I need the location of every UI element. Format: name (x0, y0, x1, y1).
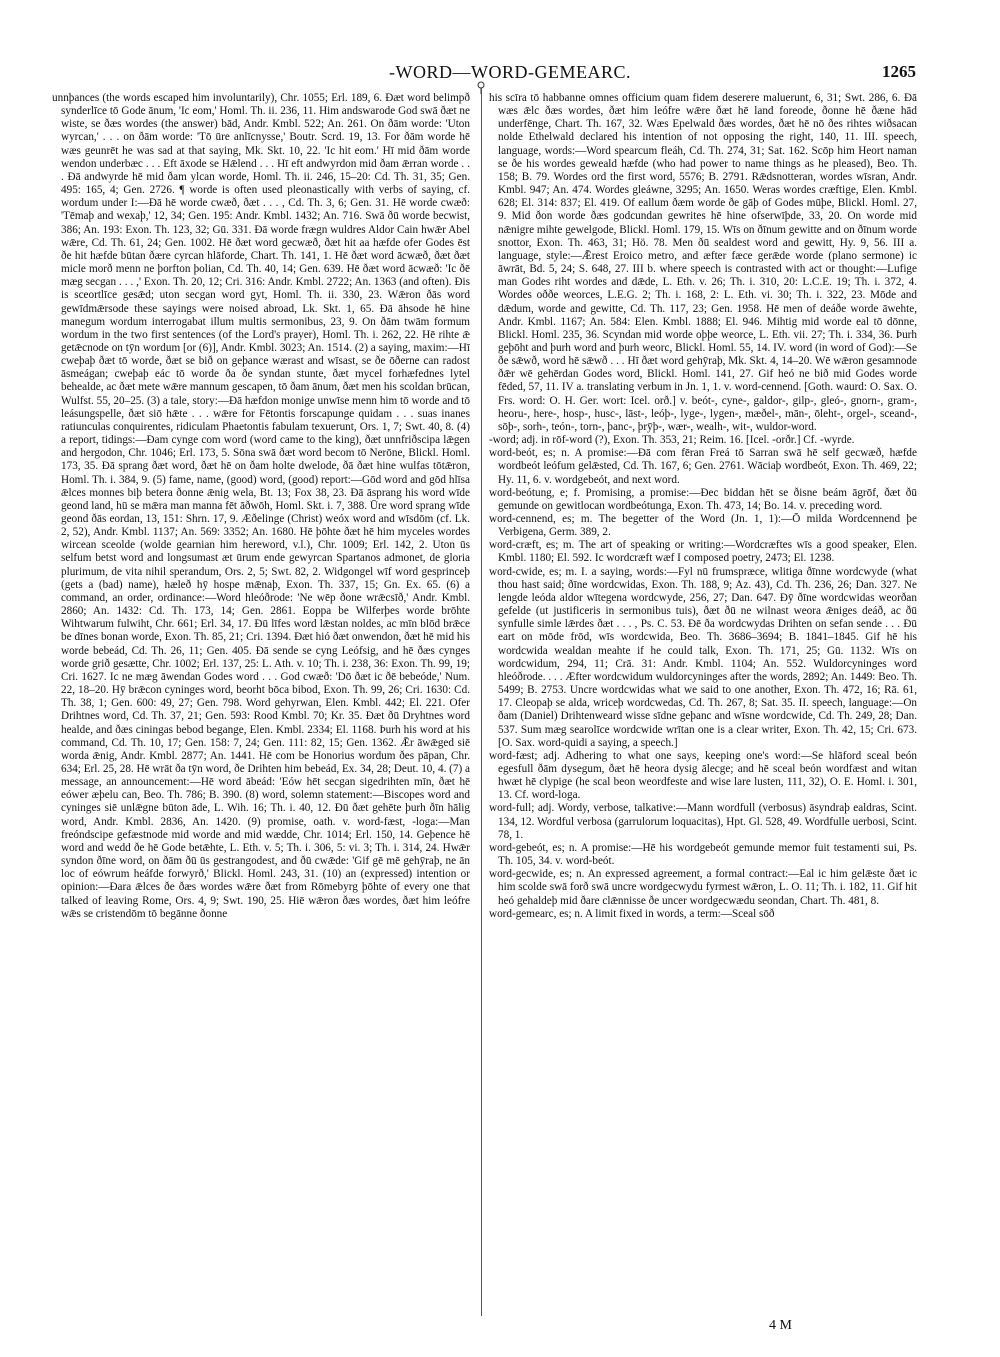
column-divider (481, 88, 482, 1316)
page-number: 1265 (882, 62, 916, 81)
running-title: -WORD—WORD-GEMEARC. (389, 62, 631, 82)
right-column (489, 92, 917, 1314)
entry-word-faest: word-fæst; adj. Adhering to what one says, keeping one's word:—Se hlāford sceal beón egesfull ðām dysegum, ðæt hē heora dysig ālecge; and hē sceal beón wordfæst and witan hwæt hē clypige (he scal beon weordfeste and wise lare lusten, 111, 32), O. E. Homl. i. 301, 13. Cf. word-loga. (489, 749, 917, 802)
running-head (0, 62, 1000, 86)
entry-word-adj: -word; adj. in rōf-word (?), Exon. Th. 353, 21; Reim. 16. [Icel. -orðr.] Cf. -wyrde. (489, 434, 855, 447)
entry-word-cennend: word-cennend, es; m. The begetter of the Word (Jn. 1, 1):—Ō milda Wordcennend þe Verbigena, Germ. 389, 2. (489, 513, 917, 539)
signature-mark: 4 M (769, 1318, 792, 1333)
entry-word-gecwide: word-gecwide, es; n. An expressed agreement, a formal contract:—Eal ic him gelǣste ðæt ic him scolde swā forð swā uncre wordgecwydu fyrmest wǣron, L. O. 11; Th. i. 182, 11. Gif hit heó gehaldeþ mid ðare clǣnnisse ðe uncer wordgecwædu seondan, Chart. Th. 481, 8. (489, 868, 917, 907)
entry-word-beot: word-beót, es; n. A promise:—Ðā com fēran Freá tō Sarran swā hē self gecwæð, hæfde wordbeót leófum gelǣsted, Cd. Th. 167, 6; Gen. 2761. Wāciaþ wordbeót, Exon. Th. 469, 22; Hy. 11, 6. v. wordgebeót, and next word. (489, 447, 917, 486)
right-column-intro: his scīra tō habbanne omnes officium quam fidem deserere maluerunt, 6, 31; Swt. 286, 6. Ðā wæs ǣlc ðæs wordes, ðæt him leófre wǣre ðæt hē land foreode, ðonne hē ðæne hād underfēnge, Chart. Th. 167, 32. Wæs Epelwald ðæs wordes, ðæt hē nō ðes rihtes wiðsacan nolde Ethelwald declared his intention of not opposing the right, 140, 11. III. speech, language, words:—Word spearcum fleáh, Cd. Th. 274, 31; Sat. 162. Scōp him Heort naman se ðe his wordes geweald hæfde (who had power to name things as he pleased), Beo. Th. 158; B. 79. Wordes ord the first word, 5576; B. 2791. Rǣdsnotteran, wordes wīsran, Andr. Kmbl. 947; An. 474. Wordes gleáwne, 3295; An. 1650. Weras wordes cræftige, Elen. Kmbl. 628; El. 314: 837; El. 419. Of eallum ðæm worde ðe gāþ of Godes mūþe, Blickl. Homl. 27, 9. Mid ðon worde ðæs godcundan gewrites hē hine ofserwīþde, 33, 20. On worde mid nǣnigre mihte gewelgode, Blickl. Homl. 179, 15. Wīs on ðīnum gewitte and on ðīnum worde snottor, Exon. Th. 463, 31; Hö. 78. Men ðū sealdest word and gewitt, Hy. 9, 56. III a. language, style:—Ǣrest Eroico metro, and æfter fæce gerǣde worde (plano sermone) ic āwrāt, Bd. 5, 24; S. 648, 27. III b. where speech is contrasted with act or thought:—Lufige man Godes riht wordes and dǣde, L. Eth. v. 26; Th. i. 310, 20: L.C.E. 19; Th. i. 372, 4. Wordes oððe weorces, L.E.G. 2; Th. i. 168, 2: L. Eth. vi. 30; Th. i. 322, 23. Mōde and dǣdum, worde and gewitte, Cd. Th. 117, 23; Gen. 1958. Hē men of deáðe worde āwehte, Andr. Kmbl. 1167; An. 584: Elen. Kmbl. 1888; El. 946. Mihtig mid worde eal tō dōnne, Blickl. Homl. 235, 36. Scyndan mid worde oþþe weorce, L. Eth. vii. 27; Th. i. 334, 36. Þurh geþōht and þurh word and þurh weorc, Blickl. Homl. 55, 14. IV. word (in word of God):—Se ðe sǣwð, word hē sǣwð . . . Hī ðæt word gehȳraþ, Mk. Skt. 4, 14–20. Wē wǣron gesamnode ðǣr wē gehērdan Godes word, Blickl. Homl. 141, 27. Gif heó ne bið mid Godes worde fēded, 57, 11. IV a. translating verbum in Jn. 1, 1. v. word-cennend. [Goth. waurd: O. Sax. O. Frs. word: O. H. Ger. wort: Icel. orð.] v. beót-, cyne-, galdor-, gilp-, gleó-, gnorn-, gram-, heoru-, here-, hosp-, husc-, lāst-, leóþ-, lyge-, lygen-, mæðel-, mān-, ōleht-, orgel-, sceand-, sōþ-, sorh-, teón-, torn-, þanc-, þrȳþ-, wær-, wealh-, wit-, wuldor-word. (489, 92, 917, 433)
entry-word-beotung: word-beótung, e; f. Promising, a promise:—Ðec biddan hēt se ðisne beám āgrōf, ðæt ðū gemunde on gewitlocan wordbeótunga, Exon. Th. 473, 14; Bo. 14. v. preceding word. (489, 486, 917, 512)
entry-word-gebeot: word-gebeót, es; n. A promise:—Hē his wordgebeót gemunde memor fuit testamenti sui, Ps. Th. 105, 34. v. word-beót. (489, 841, 917, 868)
entry-word-craeft: word-cræft, es; m. The art of speaking or writing:—Wordcræftes wīs a good speaker, Elen. Kmbl. 1180; El. 592. Ic wordcræft wæf I composed poetry, 2473; El. 1238. (489, 539, 917, 565)
left-column (52, 92, 470, 1314)
entry-word-cwide: word-cwide, es; m. I. a saying, words:—Fyl nū frumspræce, wlitiga ðīnne wordcwyde (what thou hast said; ðīne wordcwidas, Exon. Th. 188, 9; Az. 43), Cd. Th. 236, 26; Dan. 327. Ne lengde leóda aldor wītegena wordcwyde, 256, 27; Dan. 647. Ðȳ ðīne wordcwidas weorðan gefelde (ut justificeris in sermonibus tuis), ðæt ðū ne wilnast weora ǣniges deáð, ac ðū synfulle simle lǣrdes ðæt . . . , Ps. C. 53. Ðē ða wordcwydas Drihten on sefan sende . . . Ðū eart on mōde frōd, wīs wordcwida, Beo. Th. 3686–3694; B. 1841–1845. Gif hē his wordcwida wealdan meahte if he could talk, Exon. Th. 171, 25; Gū. 1132. Wīs on wordcwidum, 294, 11; Crā. 31: Andr. Kmbl. 1104; An. 552. Wuldorcyninges word hleóðrode. . . . Æfter wordcwidum wuldorcyninges after the words, 2892; An. 1449: Beo. Th. 5499; B. 2753. Uncre wordcwidas what we said to one another, Exon. Th. 472, 16; Rā. 61, 17. Cleopaþ se alda, wriceþ wordcwedas, Cd. Th. 267, 8; Sat. 35. II. speech, language:—On ðam (Daniel) Drihtenweard wisse sīdne geþanc and wīsne wordcwide, Cd. Th. 249, 28; Dan. 537. Sum mæg searolīce wordcwide wrītan one is a clear writer, Exon. Th. 42, 15; Cri. 673. [O. Sax. word-quidi a saying, a speech.] (489, 565, 917, 749)
entry-word-gemearc: word-gemearc, es; n. A limit fixed in words, a term:—Sceal sōð (489, 907, 775, 920)
left-column-text: unnþances (the words escaped him involuntarily), Chr. 1055; Erl. 189, 6. Ðæt word belimpð synderlīce tō Gode ānum, 'Ic eom,' Homl. Th. ii. 236, 11. Him andswarode God swā ðæt ne wiste, se ðæs wordes (the answer) bād, Andr. Kmbl. 522; An. 261. On ðām worde: 'Uton wyrcan,' . . . on ðām worde: 'Tō ūre anlīcnysse,' Boutr. Scrd. 19, 13. For ðām worde hē wæs geunrēt he was sad at that saying, Mk. Skt. 10, 22. 'Ic hit eom.' Hī mid ðām worde wendon underbæc . . . Eft āxode se Hǣlend . . . Hī eft andwyrdon mid ðam ǣrran worde . . . Ðā andwyrde hē mid ðam ylcan worde, Homl. Th. ii. 246, 15–20: Cd. Th. 31, 35; Gen. 495: 165, 4; Gen. 2726. ¶ worde is often used pleonastically with verbs of saying, cf. wordum under I:—Ðā hē worde cwæð, ðæt . . . , Cd. Th. 3, 6; Gen. 31. Hē worde cwæð: 'Tēmaþ and wexaþ,' 12, 34; Gen. 195: Andr. Kmbl. 1432; An. 716. Swā ðū worde becwist, 386; An. 193: Exon. Th. 123, 32; Gū. 331. Ðā worde frægn wuldres Aldor Cain hwǣr Abel wǣre, Cd. Th. 61, 24; Gen. 1002. Hē ðæt word gecwæð, ðæt hit aa hæfde ofer Godes ēst ðe hit hæfde būtan ðære cyrcan hlāforde, Chart. Th. 141, 1. Hē ðæt word ācwæð, ðæt ðæt micle morð menn ne þorfton þolian, Cd. Th. 40, 14; Gen. 639. Hē ðæt word ācwæð: 'Ic ðē mæg secgan . . . ,' Exon. Th. 20, 12; Cri. 316: Andr. Kmbl. 2722; An. 1363 (and often). Ðis is sceortlīce gesǣd; uton secgan word gyt, Homl. Th. ii. 330, 23. Wǣron ðās word gewīdmǣrsode these sayings were noised abroad, Lk. Skt. 1, 65. Ðā āhsode hē hine manegum wordum interrogabat illum multis sermonibus, 23, 9. On ðām twām formum wordum in the two first sentences (of the Lord's prayer), Homl. Th. i. 262, 22. Hē rihte ǣ getǣcnode on tȳn wordum [or (6)], Andr. Kmbl. 3023; An. 1514. (2) a saying, maxim:—Hī cweþaþ ðæt tō worde, ðæt se bið on geþance wærast and wīsast, se ðe ōðerne can radost āsmeágan; cweþaþ eác tō worde ða ðe syndan stunte, ðæt mycel forhæfednes lytel behealde, ac ðæt mete wǣre mannum gescapen, tō ðam ānum, ðæt men his scoldan brūcan, Wulfst. 55, 20–25. (3) a tale, story:—Ðā hæfdon monige unwīse menn him tō worde and tō leásungspelle, ðæt siō hǣte . . . wǣre for Fētontis forscapunge quidam . . . suas inanes ratiunculas conquirentes, ridiculam Phaetontis fabulam texuerunt, Ors. 1, 7; Swt. 40, 8. (4) a report, tidings:—Ðam cynge com word (word came to the king), ðæt unnfriðscipa lǣgen and hergodon, Chr. 1046; Erl. 173, 5. Sōna swā ðæt word becom tō Nerōne, Blickl. Homl. 173, 35. Ðā sprang ðæt word, ðæt hē on ðam holte dwelode, ðā ðæt hine wulfas tōtǣron, Homl. Th. i. 384, 9. (5) fame, name, (good) word, (good) report:—Gōd word and gōd hlīsa ǣlces monnes biþ betera ðonne ǣnig wela, Bt. 13; Fox 38, 23. Ðā āsprang his word wīde geond land, hū se mǣra man manna fēt āðwōh, Homl. Skt. i. 7, 388. Ūre word sprang wīde geond ðās eordan, 13, 151: Shrn. 17, 9. Æðelinge (Christ) weóx word and wīsdōm (cf. Lk. 2, 52), Andr. Kmbl. 1137; An. 569: 3352; An. 1680. Hē þōhte ðæt hē him myceles wordes wircean sceolde (wolde gearnian him hereword, v.l.), Chr. 1009; Erl. 142, 2. Uton ūs selfum betst word and longsumast æt ūrum ende gewyrcan Spartanos admonet, de gloria plurimum, de vita nihil sperandum, Ors. 2, 5; Swt. 82, 2. Widgongel wīf word gesprinceþ (gets a (bad) name), hæleð hȳ hospe mǣnaþ, Exon. Th. 337, 15; Gn. Ex. 65. (6) a command, an order, ordinance:—Word hleóðrode: 'Ne wēp ðone wrǣcsīð,' Andr. Kmbl. 2860; An. 1432: Cd. Th. 173, 14; Gen. 2861. Eoppa be Wilferþes worde brōhte Wihtwarum fulwiht, Chr. 661; Erl. 34, 17. Ðū līfes word lǣstan noldes, ac mīn blōd brǣce be dīnes bonan worde, Exon. Th. 85, 21; Cri. 1394. Ðæt hió ðæt onwendon, ðæt hē mid his worde bebeád, Cd. Th. 26, 11; Gen. 405. Ðā sende se cyng Leófsig, and hē ðæs cynges worde grið gesætte, Chr. 1002; Erl. 137, 25: L. Ath. v. 10; Th. i. 238, 36: Exon. Th. 99, 19; Cri. 1627. Ic ne mæg āwendan Godes word . . . God cwæð: 'Dō ðæt ic ðē bebeóde,' Num. 22, 18–20. Hȳ brǣcon cyninges word, beorht bōca bibod, Exon. Th. 99, 26; Cri. 1630: Cd. Th. 38, 1; Gen. 600: 49, 27; Gen. 798. Word gehyrwan, Elen. Kmbl. 442; El. 221. Ofer Drihtnes word, Cd. Th. 37, 21; Gen. 593: Rood Kmbl. 70; Kr. 35. Ðæt ðū Dryhtnes word healde, and ðæs ciningas bebod begange, Elen. Kmbl. 2334; El. 1168. Þurh his word at his command, Cd. Th. 10, 17; Gen. 158: 7, 24; Gen. 111: 82, 15; Gen. 1362. Ǣr āwǣged siē worda ǣnig, Andr. Kmbl. 2877; An. 1441. Hē com be Honorius wordum ðes pāpan, Chr. 634; Erl. 25, 28. Hē wrāt ða tȳn word, ðe Drihten him bebeád, Ex. 34, 28; Deut. 10, 4. (7) a message, an announcement:—Hē word ābeád: 'Eów hēt secgan sigedrihten mīn, ðæt hē eówer æþelu can, Beo. Th. 786; B. 390. (8) word, solemn statement:—Biscopes word and cyninges siē unlǣgne būton āde, L. Wih. 16; Th. i. 40, 12. Ðū ðæt gehēte þurh ðīn hālig word, Andr. Kmbl. 2836, An. 1420. (9) promise, oath. v. word-fæst, -loga:—Man freóndscipe gefæstnode mid worde and mid wædde, Chr. 1014; Erl. 150, 14. Geþence hē word and wedd ðe hē Gode betǣhte, L. Eth. v. 5; Th. i. 306, 5: vi. 3; Th. i. 314, 24. Hwǣr syndon ðīne word, on ðām ðū ūs gestrangodest, and ðū cwǣde: 'Gif gē mē gehȳraþ, ne ān loc of eówrum heáfde forwyrð,' Blickl. Homl. 243, 31. (10) an (expressed) intention or opinion:—Ðara ǣlces ðe ðæs wordes wǣre ðæt from Rōmebyrg þōhte of every one that talked of leaving Rome, Ors. 4, 9; Swt. 190, 25. Hiē wǣron ðæs wordes, ðæt him leófre wǣs se cristendōm tō begānne ðonne (52, 92, 470, 920)
entry-word-full: word-full; adj. Wordy, verbose, talkative:—Mann wordfull (verbosus) āsyndraþ ealdras, Scint. 134, 12. Wordful verbosa (garrulorum loquacitas), Hpt. Gl. 528, 49. Wordfulle uerbosi, Scint. 78, 1. (489, 802, 917, 841)
